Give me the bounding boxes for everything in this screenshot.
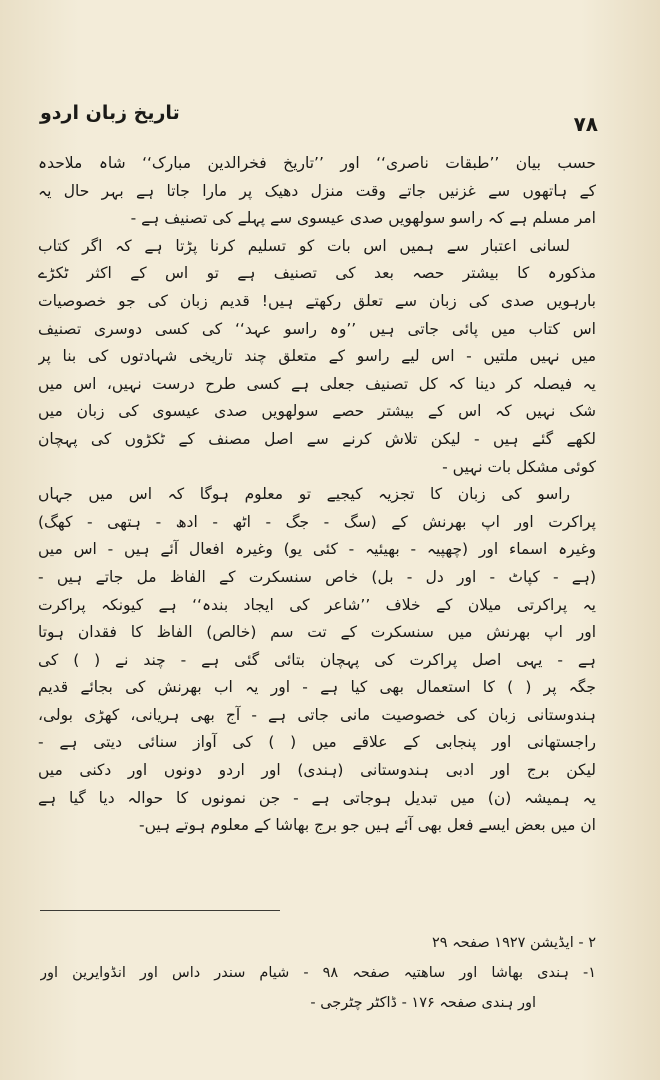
body-text xyxy=(38,150,596,840)
text-line: ہندوستانی زبان کی خصوصیت مانی جاتی ہے - آج بھی ہریانی، کھڑی بولی، xyxy=(38,705,596,724)
footnote-line: ۱- ہندی بھاشا اور ساھتیہ صفحہ ۹۸ - شیام سندر داس اور انڈوایرین اور xyxy=(40,965,596,981)
page-number: ۷۸ xyxy=(573,112,598,136)
text-line: کوئی مشکل بات نہیں - xyxy=(442,457,596,476)
text-line: کے ہاتھوں سے غزنیں جاتے وقت منزل دھیک پر مارا جاتا ہے بہر حال یہ xyxy=(38,181,596,200)
text-line: اور اپ بھرنش میں سنسکرت کے تت سم (خالص) الفاظ کا فقدان ہوتا xyxy=(38,623,596,642)
text-line: لیکن برج اور ادبی ہندوستانی (ہندی) اور اردو دونوں اور دکنی میں xyxy=(38,761,596,780)
text-line: لکھے گئے ہیں - لیکن تلاش کرنے سے اصل مصنف کے ٹکڑوں کی پہچان xyxy=(38,429,596,448)
footnotes xyxy=(40,928,596,1018)
text-line: راجستھانی اور پنجابی کے علاقے میں ( ) کی آواز سنائی دیتی ہے - xyxy=(38,733,596,752)
page-header xyxy=(28,98,598,138)
running-title: تاریخ زبان اردو xyxy=(40,102,180,124)
text-line: اس کتاب میں پائی جاتی ہیں ’’وہ راسو عہد‘‘ کی کسی دوسری تصنیف xyxy=(38,319,596,338)
text-line: ان میں بعض ایسے فعل بھی آئے ہیں جو برج بھاشا کے معلوم ہوتے ہیں- xyxy=(139,816,596,835)
text-line: ہے - یہی اصل پراکرت کی پہچان بتائی گئی ہے - چند نے ( ) کی xyxy=(38,650,596,669)
text-line: یہ ہمیشہ (ن) میں تبدیل ہوجاتی ہے - جن نمونوں کا حوالہ دیا گیا ہے xyxy=(38,788,596,807)
text-line: امر مسلم ہے کہ راسو سولھویں صدی عیسوی سے پہلے کی تصنیف ہے - xyxy=(130,209,596,228)
text-line: لسانی اعتبار سے ہمیں اس بات کو تسلیم کرنا پڑتا ہے کہ اگر کتاب xyxy=(38,236,570,255)
text-line: مذکورہ کا بیشتر حصہ بعد کی تصنیف ہے تو اس کے اکثر ٹکڑے xyxy=(38,264,596,283)
text-line: حسب بیان ’’طبقات ناصری‘‘ اور ’’تاریخ فخرالدین مبارک‘‘ شاہ ملاحدہ xyxy=(38,154,596,172)
text-line: وغیرہ اسماء اور (چھپیہ - بھیئیہ - کئی یو) وغیرہ افعال آئے ہیں - اس میں xyxy=(38,540,596,559)
text-line: بارہویں صدی کی زبان سے تعلق رکھتے ہیں! قدیم زبان کی جو خصوصیات xyxy=(38,291,596,310)
text-line: شک نہیں کہ اس کے بیشتر حصے سولھویں صدی عیسوی کی زبان میں xyxy=(38,402,596,421)
footnote-line: ۲ - ایڈیشن ۱۹۲۷ صفحہ ۲۹ xyxy=(431,935,596,951)
footnote-divider xyxy=(40,910,280,911)
text-line: یہ پراکرتی میلان کے خلاف ’’شاعر کی ایجاد بندہ‘‘ ہے کیونکہ پراکرت xyxy=(38,595,596,614)
text-line: (ہے - کپاٹ - اور دل - بل) خاص سنسکرت کے الفاظ مل جاتے ہیں - xyxy=(38,567,596,586)
text-line: راسو کی زبان کا تجزیہ کیجیے تو معلوم ہوگا کہ اس میں جہاں xyxy=(38,485,570,504)
text-line: یہ فیصلہ کر دینا کہ کل تصنیف جعلی ہے کسی طرح درست نہیں، اس میں xyxy=(38,374,596,393)
text-line: پراکرت اور اپ بھرنش کے (سگ - جگ - اٹھ - ادھ - ہتھی - کھگ) xyxy=(38,512,596,531)
footnote-line: اور ہندی صفحہ ۱۷۶ - ڈاکٹر چٹرجی - xyxy=(310,995,536,1011)
text-line: میں نہیں ملتیں - اس لیے راسو کے متعلق چند تاریخی شہادتوں کی بنا پر xyxy=(38,347,596,366)
text-line: جگہ پر ( ) کا استعمال بھی کیا ہے - اور یہ اب بھرنش کی بجائے قدیم xyxy=(38,678,596,697)
